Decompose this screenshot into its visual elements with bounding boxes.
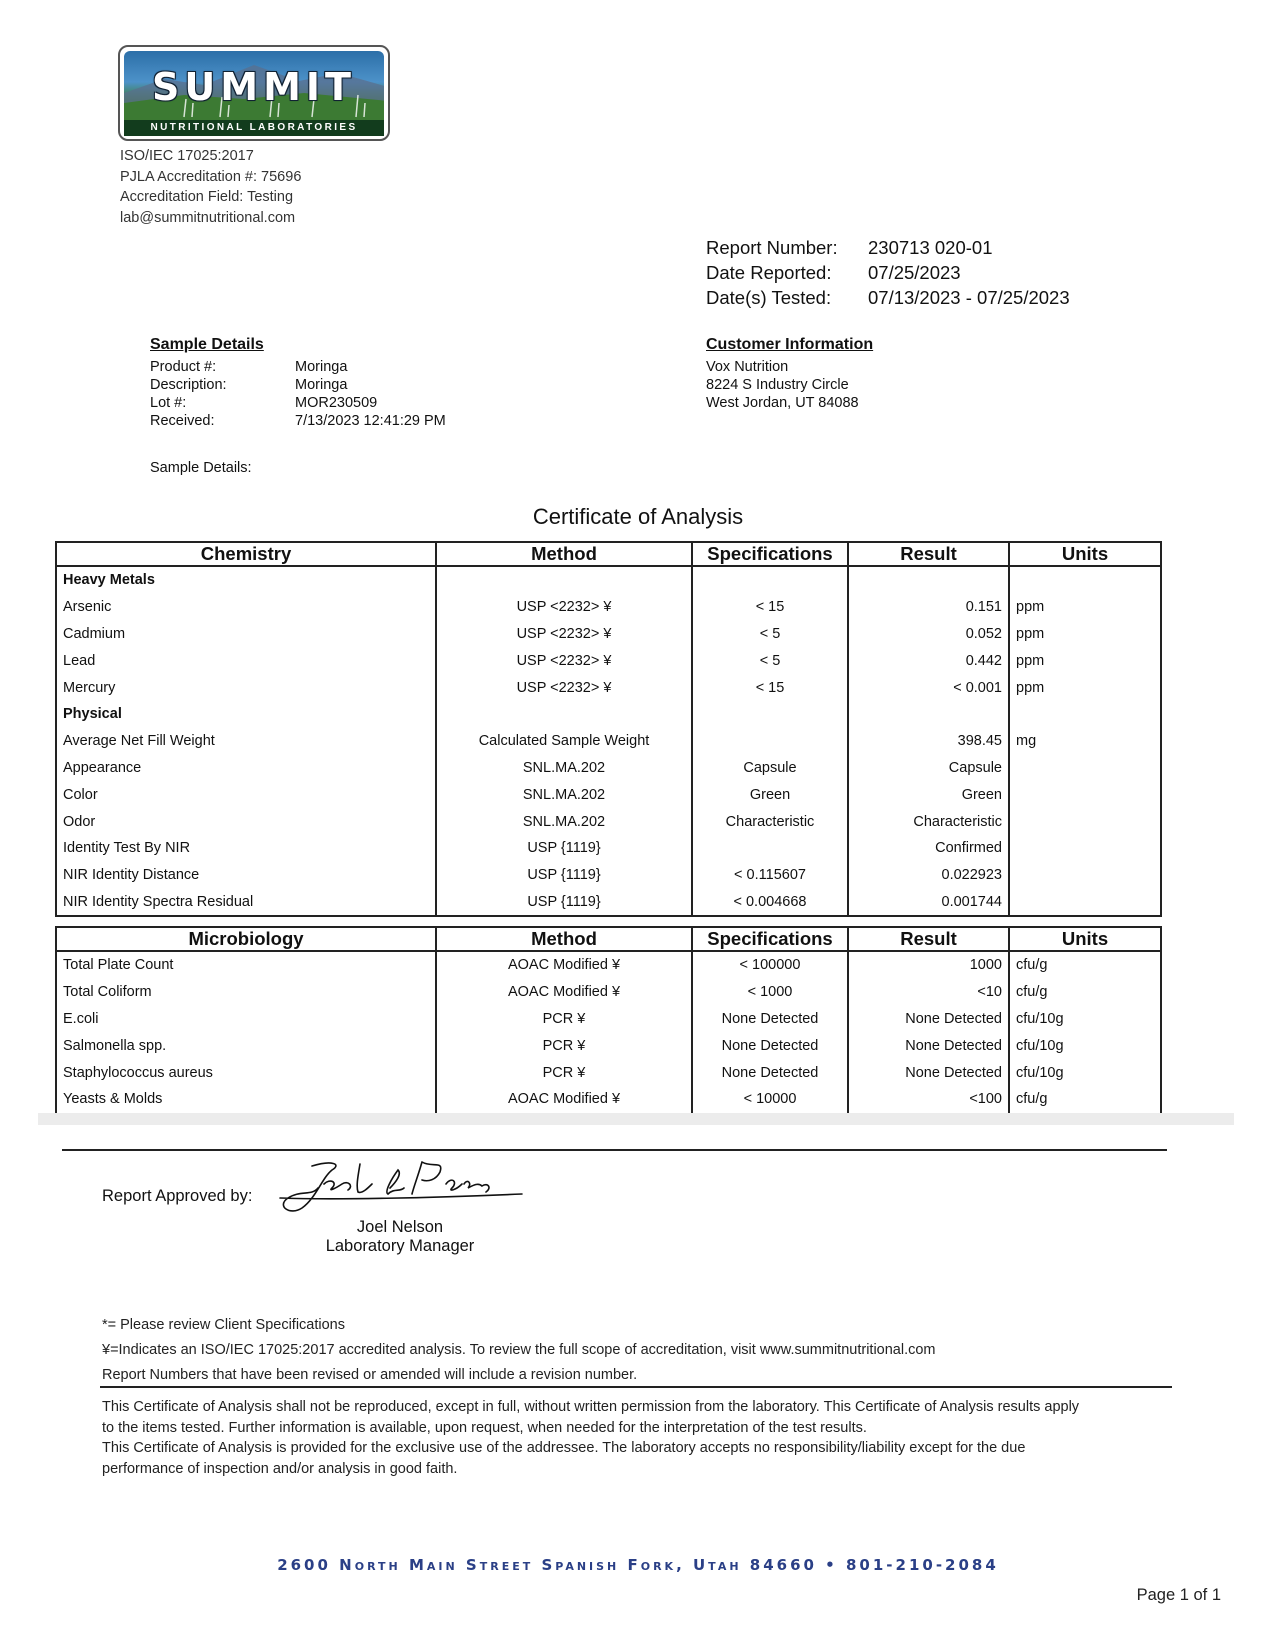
category-label: Physical <box>56 701 436 728</box>
customer-address-line2: West Jordan, UT 84088 <box>706 395 859 411</box>
note-accredited-analysis: ¥=Indicates an ISO/IEC 17025:2017 accredited analysis. To review the full scope of accreditation, visit www.summitnutritional.com <box>102 1342 936 1358</box>
report-number-label: Report Number: <box>706 237 838 258</box>
method-cell: Calculated Sample Weight <box>436 728 692 755</box>
chemistry-row <box>56 647 1161 674</box>
analyte-cell: Staphylococcus aureus <box>56 1059 436 1086</box>
gray-band-divider <box>38 1113 1234 1125</box>
specification-cell: < 1000 <box>692 979 848 1006</box>
result-cell: Capsule <box>848 755 1009 782</box>
product-value: Moringa <box>295 359 348 375</box>
units-cell: ppm <box>1009 594 1161 621</box>
result-cell: 0.052 <box>848 621 1009 648</box>
result-cell: < 0.001 <box>848 674 1009 701</box>
method-cell: USP <2232> ¥ <box>436 674 692 701</box>
analyte-cell: NIR Identity Distance <box>56 862 436 889</box>
chemistry-category-row <box>56 701 1161 728</box>
analyte-cell: NIR Identity Spectra Residual <box>56 889 436 917</box>
units-cell: ppm <box>1009 621 1161 648</box>
analyte-cell: Total Plate Count <box>56 951 436 979</box>
logo-subtitle: NUTRITIONAL LABORATORIES <box>124 120 384 136</box>
chemistry-table-body <box>56 566 1161 916</box>
result-cell: 0.442 <box>848 647 1009 674</box>
chemistry-col-header: Chemistry <box>56 542 436 566</box>
units-cell: cfu/10g <box>1009 1032 1161 1059</box>
units-cell <box>1009 835 1161 862</box>
disclaimer-line: to the items tested. Further information is available, upon request, when needed for the interpretation of the test results. <box>102 1419 867 1436</box>
specification-cell: < 5 <box>692 621 848 648</box>
notes <box>102 1313 936 1388</box>
empty-cell <box>692 566 848 594</box>
chemistry-row <box>56 594 1161 621</box>
method-cell: USP <2232> ¥ <box>436 647 692 674</box>
chemistry-row <box>56 674 1161 701</box>
report-number: 230713 020-01 <box>868 237 993 258</box>
method-cell: USP <2232> ¥ <box>436 621 692 648</box>
lab-info <box>120 146 301 228</box>
lab-info-accreditation-standard: ISO/IEC 17025:2017 <box>120 148 254 164</box>
method-cell: AOAC Modified ¥ <box>436 951 692 979</box>
units-cell <box>1009 755 1161 782</box>
method-cell: SNL.MA.202 <box>436 755 692 782</box>
empty-cell <box>436 566 692 594</box>
microbiology-row <box>56 1086 1161 1114</box>
result-cell: 0.022923 <box>848 862 1009 889</box>
units-cell: mg <box>1009 728 1161 755</box>
microbiology-row <box>56 1032 1161 1059</box>
specification-cell: None Detected <box>692 1059 848 1086</box>
method-cell: USP {1119} <box>436 835 692 862</box>
result-cell: 0.001744 <box>848 889 1009 917</box>
date-reported: 07/25/2023 <box>868 262 961 283</box>
method-cell: PCR ¥ <box>436 1032 692 1059</box>
description-label: Description: <box>150 377 227 393</box>
lot-value: MOR230509 <box>295 395 378 411</box>
units-cell: cfu/10g <box>1009 1006 1161 1033</box>
chemistry-row <box>56 781 1161 808</box>
microbiology-table <box>55 926 1162 1115</box>
chemistry-row <box>56 755 1161 782</box>
specification-cell: < 15 <box>692 594 848 621</box>
empty-cell <box>1009 701 1161 728</box>
specification-cell: < 10000 <box>692 1086 848 1114</box>
footer-address: 2600 North Main Street Spanish Fork, Utah 84660 • 801-210-2084 <box>277 1556 999 1574</box>
method-cell: AOAC Modified ¥ <box>436 979 692 1006</box>
specification-cell <box>692 728 848 755</box>
units-cell <box>1009 889 1161 917</box>
units-col-header: Units <box>1009 927 1161 951</box>
result-cell: None Detected <box>848 1059 1009 1086</box>
disclaimer-line: This Certificate of Analysis is provided for the exclusive use of the addressee. The laboratory accepts no responsibility/liability except for the due <box>102 1440 1026 1456</box>
method-col-header: Method <box>436 927 692 951</box>
chemistry-row <box>56 808 1161 835</box>
analyte-cell: Color <box>56 781 436 808</box>
empty-cell <box>848 701 1009 728</box>
lab-info-accreditation-field: Accreditation Field: Testing <box>120 189 294 205</box>
logo-wordmark: SUMMIT <box>152 65 356 109</box>
result-cell: None Detected <box>848 1032 1009 1059</box>
method-cell: USP <2232> ¥ <box>436 594 692 621</box>
logo-mountain-art <box>124 51 384 120</box>
method-cell: PCR ¥ <box>436 1059 692 1086</box>
units-cell <box>1009 781 1161 808</box>
result-cell: 0.151 <box>848 594 1009 621</box>
horizontal-rule <box>100 1386 1172 1388</box>
page-number: Page 1 of 1 <box>1136 1586 1221 1604</box>
units-col-header: Units <box>1009 542 1161 566</box>
method-cell: USP {1119} <box>436 862 692 889</box>
result-cell: Green <box>848 781 1009 808</box>
chemistry-header-row <box>56 542 1161 566</box>
microbiology-row <box>56 1006 1161 1033</box>
specification-cell: Green <box>692 781 848 808</box>
specification-cell: < 5 <box>692 647 848 674</box>
chemistry-row <box>56 889 1161 917</box>
empty-cell <box>692 701 848 728</box>
specification-cell: Capsule <box>692 755 848 782</box>
result-cell: 1000 <box>848 951 1009 979</box>
specifications-col-header: Specifications <box>692 927 848 951</box>
specifications-col-header: Specifications <box>692 542 848 566</box>
specification-cell: < 0.004668 <box>692 889 848 917</box>
analyte-cell: Identity Test By NIR <box>56 835 436 862</box>
description-value: Moringa <box>295 377 348 393</box>
result-cell: Characteristic <box>848 808 1009 835</box>
analyte-cell: E.coli <box>56 1006 436 1033</box>
method-cell: PCR ¥ <box>436 1006 692 1033</box>
dates-tested-label: Date(s) Tested: <box>706 287 832 308</box>
result-col-header: Result <box>848 542 1009 566</box>
result-cell: None Detected <box>848 1006 1009 1033</box>
certificate-title: Certificate of Analysis <box>532 504 744 529</box>
specification-cell: Characteristic <box>692 808 848 835</box>
analyte-cell: Total Coliform <box>56 979 436 1006</box>
analyte-cell: Odor <box>56 808 436 835</box>
empty-cell <box>848 566 1009 594</box>
analyte-cell: Arsenic <box>56 594 436 621</box>
specification-cell: < 100000 <box>692 951 848 979</box>
note-revision-numbers: Report Numbers that have been revised or amended will include a revision number. <box>102 1367 638 1383</box>
specification-cell: < 15 <box>692 674 848 701</box>
customer-address-line1: 8224 S Industry Circle <box>706 377 849 393</box>
disclaimer <box>102 1397 1192 1479</box>
chemistry-row <box>56 862 1161 889</box>
received-value: 7/13/2023 12:41:29 PM <box>295 413 446 429</box>
microbiology-row <box>56 1059 1161 1086</box>
date-reported-label: Date Reported: <box>706 262 832 283</box>
lab-info-email[interactable]: lab@summitnutritional.com <box>120 209 296 226</box>
microbiology-row <box>56 951 1161 979</box>
microbiology-row <box>56 979 1161 1006</box>
empty-cell <box>1009 566 1161 594</box>
signature-icon <box>272 1158 532 1218</box>
method-cell: SNL.MA.202 <box>436 781 692 808</box>
specification-cell <box>692 835 848 862</box>
sample-details <box>150 336 446 430</box>
units-cell: cfu/g <box>1009 1086 1161 1114</box>
analyte-cell: Mercury <box>56 674 436 701</box>
report-meta <box>706 235 1070 310</box>
lot-label: Lot #: <box>150 395 187 411</box>
analyte-cell: Appearance <box>56 755 436 782</box>
approver-title: Laboratory Manager <box>325 1237 475 1255</box>
customer-name: Vox Nutrition <box>706 359 789 375</box>
units-cell: ppm <box>1009 674 1161 701</box>
analyte-cell: Lead <box>56 647 436 674</box>
result-col-header: Result <box>848 927 1009 951</box>
chemistry-table <box>55 541 1162 917</box>
method-col-header: Method <box>436 542 692 566</box>
empty-cell <box>436 701 692 728</box>
disclaimer-line: performance of inspection and/or analysis in good faith. <box>102 1460 458 1477</box>
result-cell: 398.45 <box>848 728 1009 755</box>
product-label: Product #: <box>150 359 217 375</box>
chemistry-row <box>56 728 1161 755</box>
specification-cell: < 0.115607 <box>692 862 848 889</box>
units-cell <box>1009 808 1161 835</box>
units-cell: cfu/g <box>1009 951 1161 979</box>
customer-information <box>706 336 873 412</box>
units-cell: ppm <box>1009 647 1161 674</box>
horizontal-rule <box>62 1149 1167 1151</box>
units-cell <box>1009 862 1161 889</box>
signature-image <box>272 1158 532 1223</box>
microbiology-col-header: Microbiology <box>56 927 436 951</box>
lab-info-pjla-number: PJLA Accreditation #: 75696 <box>120 168 302 185</box>
result-cell: <10 <box>848 979 1009 1006</box>
chemistry-category-row <box>56 566 1161 594</box>
summit-logo <box>118 45 390 141</box>
units-cell: cfu/10g <box>1009 1059 1161 1086</box>
analyte-cell: Yeasts & Molds <box>56 1086 436 1114</box>
analyte-cell: Cadmium <box>56 621 436 648</box>
method-cell: AOAC Modified ¥ <box>436 1086 692 1114</box>
result-cell: Confirmed <box>848 835 1009 862</box>
category-label: Heavy Metals <box>56 566 436 594</box>
specification-cell: None Detected <box>692 1032 848 1059</box>
method-cell: SNL.MA.202 <box>436 808 692 835</box>
microbiology-header-row <box>56 927 1161 951</box>
specification-cell: None Detected <box>692 1006 848 1033</box>
analyte-cell: Average Net Fill Weight <box>56 728 436 755</box>
microbiology-table-body <box>56 951 1161 1114</box>
chemistry-row <box>56 621 1161 648</box>
approver-name: Joel Nelson <box>356 1218 444 1236</box>
units-cell: cfu/g <box>1009 979 1161 1006</box>
received-label: Received: <box>150 413 215 429</box>
analyte-cell: Salmonella spp. <box>56 1032 436 1059</box>
customer-heading: Customer Information <box>706 336 874 353</box>
approved-by-label: Report Approved by: <box>102 1187 253 1205</box>
approver <box>300 1218 500 1256</box>
note-client-specifications: *= Please review Client Specifications <box>102 1317 345 1333</box>
result-cell: <100 <box>848 1086 1009 1114</box>
disclaimer-line: This Certificate of Analysis shall not be reproduced, except in full, without written permission from the laboratory. This Certificate of Analysis results apply <box>102 1399 1080 1415</box>
method-cell: USP {1119} <box>436 889 692 917</box>
chemistry-row <box>56 835 1161 862</box>
sample-details-heading: Sample Details <box>150 336 264 353</box>
dates-tested: 07/13/2023 - 07/25/2023 <box>868 287 1070 308</box>
sample-details-note-label: Sample Details: <box>150 460 252 476</box>
